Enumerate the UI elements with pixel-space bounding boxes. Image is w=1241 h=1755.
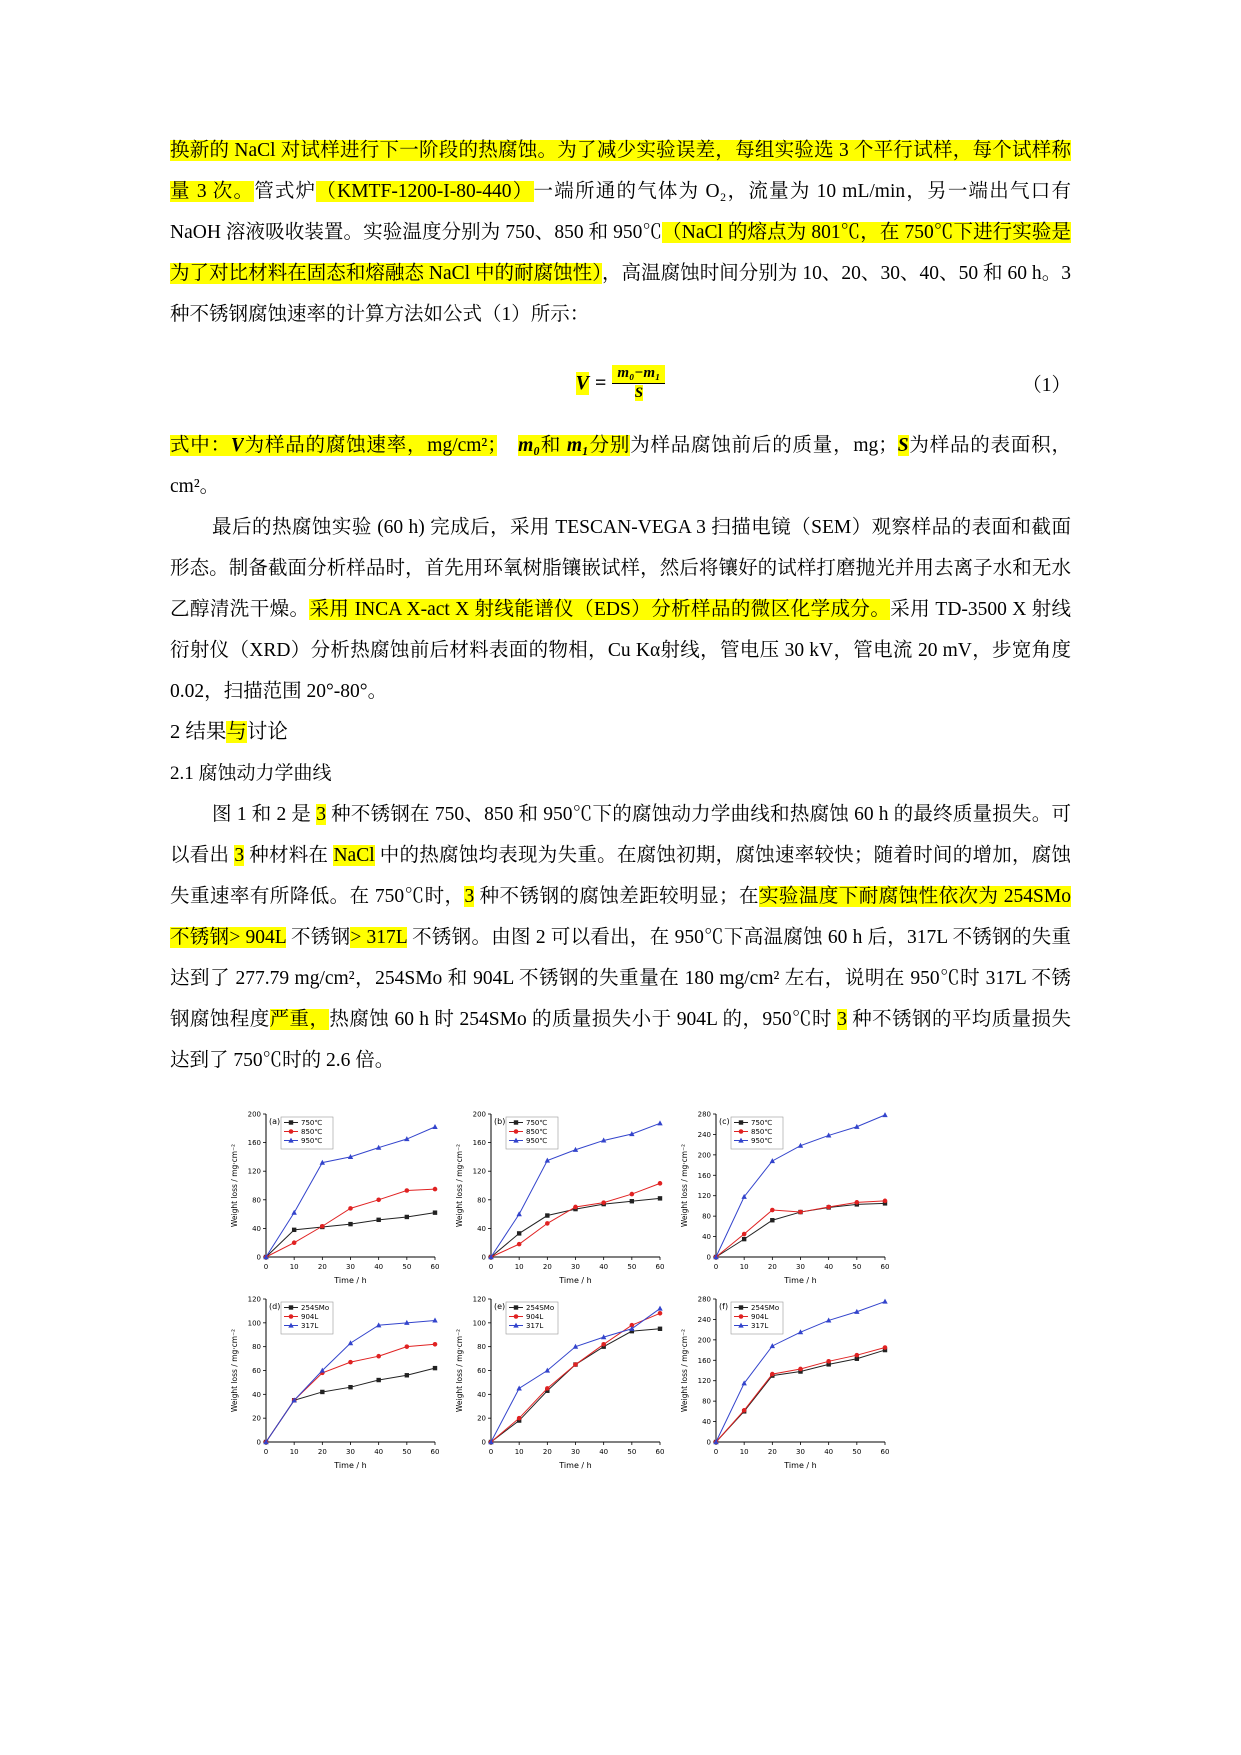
svg-text:0: 0: [488, 1448, 494, 1456]
text-run: 种不锈钢的腐蚀差距较明显；在: [474, 886, 759, 907]
chart-panel-f: [678, 1292, 893, 1472]
svg-text:80: 80: [252, 1343, 261, 1352]
text-run: 3: [316, 804, 326, 825]
svg-text:30: 30: [346, 1448, 355, 1456]
svg-text:80: 80: [477, 1343, 486, 1352]
svg-text:160: 160: [472, 1139, 486, 1148]
text-run: 管式炉: [254, 181, 317, 202]
svg-text:750℃: 750℃: [526, 1119, 548, 1127]
svg-text:750℃: 750℃: [751, 1119, 773, 1127]
text-run: 种不锈钢在 750、850 和 950℃下的腐蚀动力学曲线和热腐蚀 60 h 的最终质量损失。可以看出: [170, 804, 1071, 866]
text-run: （KMTF-1200-I-80-440）: [316, 181, 534, 202]
svg-text:60: 60: [477, 1367, 486, 1375]
svg-text:80: 80: [477, 1196, 486, 1205]
formula-lhs: V: [575, 371, 590, 394]
paragraph-results-discussion: [170, 794, 1071, 1081]
formula-denominator: S: [634, 384, 644, 401]
formula-numerator: m₀−m₁: [612, 365, 665, 384]
svg-text:Time / h: Time / h: [559, 1461, 592, 1470]
svg-text:40: 40: [374, 1448, 384, 1456]
svg-text:0: 0: [256, 1438, 261, 1447]
paragraph-formula-definition: [170, 425, 1071, 507]
text-run: S: [897, 435, 909, 456]
svg-text:850℃: 850℃: [751, 1128, 773, 1136]
svg-text:60: 60: [655, 1263, 665, 1271]
svg-text:(c): (c): [719, 1117, 730, 1126]
svg-text:40: 40: [702, 1418, 711, 1427]
svg-text:850℃: 850℃: [526, 1128, 548, 1136]
svg-text:60: 60: [655, 1448, 665, 1456]
text-run: 采用 INCA X-act X 射线能谱仪（EDS）分析样品的微区化学成分。: [309, 599, 891, 620]
text-run: 2 结果: [170, 721, 227, 743]
text-run: > 317L: [350, 927, 407, 948]
svg-text:Time / h: Time / h: [334, 1276, 367, 1285]
svg-text:240: 240: [697, 1315, 711, 1324]
text-run: 换新的 NaCl 对试样进行下一阶段的热腐蚀。为了减少实验误差，每组实验选 3 个平行试样，每个试样称量 3 次。: [170, 140, 1071, 202]
svg-text:50: 50: [402, 1263, 412, 1271]
svg-text:850℃: 850℃: [301, 1128, 323, 1136]
svg-text:40: 40: [702, 1233, 711, 1242]
svg-text:(f): (f): [719, 1302, 729, 1311]
text-run: [497, 435, 518, 456]
text-run: 和: [540, 435, 567, 456]
svg-text:Weight loss / mg·cm⁻²: Weight loss / mg·cm⁻²: [680, 1143, 689, 1228]
svg-text:0: 0: [713, 1263, 719, 1271]
text-run: 与: [226, 721, 247, 743]
svg-text:20: 20: [542, 1263, 552, 1271]
svg-text:120: 120: [247, 1295, 261, 1304]
svg-text:20: 20: [477, 1414, 486, 1423]
text-run: 种不锈钢的平均质量损失达到了 750℃时的 2.6 倍。: [170, 1009, 1071, 1071]
svg-text:0: 0: [713, 1448, 719, 1456]
svg-text:20: 20: [767, 1448, 777, 1456]
svg-text:40: 40: [252, 1224, 261, 1233]
svg-text:120: 120: [697, 1377, 711, 1386]
svg-text:Weight loss / mg·cm⁻²: Weight loss / mg·cm⁻²: [230, 1143, 239, 1228]
svg-text:(b): (b): [494, 1117, 506, 1126]
text-run: 不锈钢: [285, 927, 351, 948]
text-run: m₀: [518, 435, 541, 456]
svg-text:160: 160: [697, 1356, 711, 1365]
svg-text:100: 100: [472, 1319, 486, 1328]
svg-text:200: 200: [472, 1110, 486, 1119]
text-run: 3: [234, 845, 245, 866]
text-run: 中的热腐蚀均表现为失重。在腐蚀初期，腐蚀速率较快；随着时间的增加，腐蚀失重速率有所降低。在 750℃时，: [170, 845, 1071, 907]
svg-text:317L: 317L: [526, 1322, 544, 1330]
text-run: 采用 TD-3500 X 射线衍射仪（XRD）分析热腐蚀前后材料表面的物相，Cu Kα射线，管电压 30 kV，管电流 20 mV，步宽角度 0.02，扫描范围 20°-80°。: [170, 599, 1071, 702]
svg-text:254SMo: 254SMo: [526, 1304, 555, 1312]
text-run: 3: [837, 1009, 847, 1030]
svg-text:80: 80: [702, 1212, 711, 1221]
svg-text:10: 10: [289, 1448, 299, 1456]
svg-text:40: 40: [824, 1263, 834, 1271]
svg-text:280: 280: [697, 1295, 711, 1304]
svg-text:40: 40: [599, 1263, 609, 1271]
text-run: m₁: [566, 435, 589, 456]
text-run: 为样品腐蚀前后的质量，mg；: [630, 435, 898, 456]
equation-1: [170, 351, 1071, 415]
chart-panel-b: [453, 1107, 668, 1287]
svg-text:10: 10: [739, 1263, 749, 1271]
svg-text:30: 30: [571, 1448, 580, 1456]
paragraph-characterization: [170, 507, 1071, 712]
svg-text:50: 50: [852, 1263, 862, 1271]
svg-text:254SMo: 254SMo: [301, 1304, 330, 1312]
svg-text:30: 30: [796, 1263, 805, 1271]
svg-text:20: 20: [767, 1263, 777, 1271]
svg-text:160: 160: [247, 1139, 261, 1148]
svg-text:Time / h: Time / h: [784, 1461, 817, 1470]
svg-text:904L: 904L: [301, 1313, 319, 1321]
svg-text:60: 60: [880, 1448, 890, 1456]
text-run: 为样品的腐蚀速率，mg/cm²；: [243, 435, 498, 456]
svg-text:120: 120: [247, 1167, 261, 1176]
equation-number: （1）: [1022, 375, 1071, 396]
svg-text:904L: 904L: [751, 1313, 769, 1321]
text-run: 2.1 腐蚀动力学曲线: [170, 763, 332, 784]
svg-text:50: 50: [402, 1448, 412, 1456]
figure-1-corrosion-kinetics: [228, 1107, 1071, 1472]
svg-text:200: 200: [247, 1110, 261, 1119]
svg-text:60: 60: [430, 1448, 440, 1456]
svg-text:240: 240: [697, 1130, 711, 1139]
svg-text:(a): (a): [269, 1117, 281, 1126]
svg-text:0: 0: [263, 1448, 269, 1456]
svg-text:200: 200: [697, 1151, 711, 1160]
body-text-top: [170, 130, 1071, 335]
svg-text:950℃: 950℃: [751, 1137, 773, 1145]
section-heading-results: [170, 712, 1071, 753]
svg-text:50: 50: [852, 1448, 862, 1456]
svg-text:Weight loss / mg·cm⁻²: Weight loss / mg·cm⁻²: [680, 1328, 689, 1413]
svg-text:60: 60: [252, 1367, 261, 1375]
svg-text:0: 0: [481, 1438, 486, 1447]
svg-text:10: 10: [514, 1448, 524, 1456]
formula: [576, 365, 666, 402]
chart-panel-d: [228, 1292, 443, 1472]
svg-text:Time / h: Time / h: [559, 1276, 592, 1285]
svg-text:120: 120: [472, 1167, 486, 1176]
svg-text:40: 40: [477, 1390, 486, 1399]
text-run: 图 1 和 2 是: [212, 804, 317, 825]
subsection-heading-kinetics: [170, 753, 1071, 794]
svg-text:200: 200: [697, 1336, 711, 1345]
svg-text:0: 0: [706, 1253, 711, 1262]
text-run: 一端所通的气体为 O₂，流量为 10 mL/min，另一端出气口有 NaOH 溶液吸收装置。实验温度分别为 750、850 和 950℃: [170, 181, 1071, 243]
svg-text:20: 20: [317, 1263, 327, 1271]
text-run: 种材料在: [244, 845, 334, 866]
svg-text:Weight loss / mg·cm⁻²: Weight loss / mg·cm⁻²: [455, 1143, 464, 1228]
text-run: 分别: [588, 435, 631, 456]
body-text-bottom: [170, 425, 1071, 1081]
svg-text:317L: 317L: [301, 1322, 319, 1330]
svg-text:Time / h: Time / h: [334, 1461, 367, 1470]
svg-text:120: 120: [697, 1192, 711, 1201]
svg-text:950℃: 950℃: [301, 1137, 323, 1145]
svg-text:30: 30: [796, 1448, 805, 1456]
svg-text:40: 40: [252, 1390, 261, 1399]
text-run: 3: [464, 886, 475, 907]
svg-text:0: 0: [263, 1263, 269, 1271]
text-run: （NaCl 的熔点为 801℃，在 750℃下进行实验是为了对比材料在固态和熔融态 NaCl 中的耐腐蚀性）: [170, 222, 1072, 284]
svg-text:30: 30: [571, 1263, 580, 1271]
text-run: 严重，: [269, 1009, 330, 1030]
svg-text:20: 20: [542, 1448, 552, 1456]
text-run: 实验温度下耐腐蚀性依次为 254SMo 不锈钢> 904L: [170, 886, 1071, 948]
text-run: 讨论: [246, 721, 288, 743]
svg-text:0: 0: [256, 1253, 261, 1262]
svg-text:20: 20: [252, 1414, 261, 1423]
svg-text:100: 100: [247, 1319, 261, 1328]
chart-panel-a: [228, 1107, 443, 1287]
svg-text:80: 80: [252, 1196, 261, 1205]
text-run: V: [230, 435, 244, 456]
text-run: NaCl: [333, 845, 375, 866]
svg-text:0: 0: [706, 1438, 711, 1447]
svg-text:10: 10: [514, 1263, 524, 1271]
svg-text:120: 120: [472, 1295, 486, 1304]
svg-text:160: 160: [697, 1171, 711, 1180]
svg-text:30: 30: [346, 1263, 355, 1271]
svg-text:Weight loss / mg·cm⁻²: Weight loss / mg·cm⁻²: [230, 1328, 239, 1413]
svg-text:40: 40: [824, 1448, 834, 1456]
chart-panel-c: [678, 1107, 893, 1287]
svg-text:60: 60: [430, 1263, 440, 1271]
formula-equals: =: [595, 371, 607, 394]
svg-text:280: 280: [697, 1110, 711, 1119]
text-run: 最后的热腐蚀实验 (60 h) 完成后，采用 TESCAN-VEGA 3 扫描电镜（SEM）观察样品的表面和截面形态。制备截面分析样品时，首先用环氧树脂镶嵌试样，然后将镶好的试样打磨抛光并用去离子水和无水乙醇清洗干燥。: [170, 517, 1071, 620]
svg-text:(e): (e): [494, 1302, 506, 1311]
svg-text:(d): (d): [269, 1302, 281, 1311]
chart-panel-e: [453, 1292, 668, 1472]
svg-text:950℃: 950℃: [526, 1137, 548, 1145]
svg-text:50: 50: [627, 1448, 637, 1456]
svg-text:254SMo: 254SMo: [751, 1304, 780, 1312]
svg-text:317L: 317L: [751, 1322, 769, 1330]
svg-text:0: 0: [488, 1263, 494, 1271]
svg-text:10: 10: [289, 1263, 299, 1271]
svg-text:Weight loss / mg·cm⁻²: Weight loss / mg·cm⁻²: [455, 1328, 464, 1413]
svg-text:60: 60: [880, 1263, 890, 1271]
svg-text:10: 10: [739, 1448, 749, 1456]
svg-text:40: 40: [374, 1263, 384, 1271]
formula-fraction: [612, 365, 665, 402]
svg-text:750℃: 750℃: [301, 1119, 323, 1127]
svg-text:904L: 904L: [526, 1313, 544, 1321]
svg-text:20: 20: [317, 1448, 327, 1456]
svg-text:40: 40: [599, 1448, 609, 1456]
text-run: 为样品的表面积，cm²。: [170, 435, 1071, 497]
svg-text:80: 80: [702, 1397, 711, 1406]
text-run: ，高温腐蚀时间分别为 10、20、30、40、50 和 60 h。3 种不锈钢腐蚀速率的计算方法如公式（1）所示：: [170, 263, 1071, 325]
text-run: 不锈钢。由图 2 可以看出，在 950℃下高温腐蚀 60 h 后，317L 不锈钢的失重达到了 277.79 mg/cm²，254SMo 和 904L 不锈钢的失重量在 180 mg/cm² 左右，说明在 950℃时 317L 不锈钢腐蚀程度: [170, 927, 1071, 1030]
svg-text:0: 0: [481, 1253, 486, 1262]
svg-text:50: 50: [627, 1263, 637, 1271]
svg-text:40: 40: [477, 1224, 486, 1233]
text-run: 式中：: [170, 435, 231, 456]
paragraph-experiment-method: [170, 130, 1071, 335]
text-run: 热腐蚀 60 h 时 254SMo 的质量损失小于 904L 的，950℃时: [329, 1009, 838, 1030]
svg-text:Time / h: Time / h: [784, 1276, 817, 1285]
